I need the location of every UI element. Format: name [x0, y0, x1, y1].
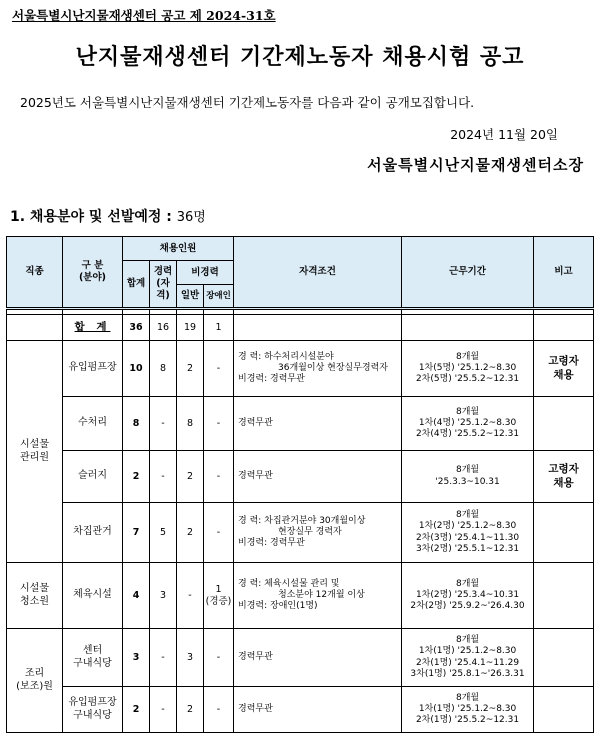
total-cell: 4: [123, 563, 150, 629]
period-line: 8개월: [455, 635, 480, 645]
header-hiring: 채용인원: [123, 237, 234, 261]
general-cell: 2: [177, 687, 204, 733]
qualification-line: 비경력: 경력무관: [238, 538, 305, 549]
remarks-cell: 고령자 채용: [534, 341, 594, 397]
section-label: 1. 채용분야 및 선발예정 :: [10, 209, 172, 225]
job-type-cell: 조리 (보조)원: [7, 629, 63, 733]
qualification-line: 경력무관: [238, 651, 273, 662]
experienced-cell: -: [150, 629, 177, 687]
period-line: 2차(1명) '25.4.1~11.29: [415, 657, 520, 668]
table-row: [7, 687, 594, 733]
job-type-cell: 시설물 관리원: [7, 341, 63, 563]
period-cell: [402, 397, 534, 451]
general-cell: -: [177, 563, 204, 629]
total-qualification: [234, 315, 402, 341]
page-title: 난지물재생센터 기간제노동자 채용시험 공고: [75, 45, 525, 70]
total-count: 36: [123, 315, 150, 341]
header-total: 합계: [123, 261, 150, 309]
division-cell: 센터 구내식당: [63, 629, 123, 687]
header-remarks: 비고: [534, 237, 594, 309]
period-line: 1차(5명) '25.1.2~8.30: [418, 362, 517, 373]
table-row: [7, 563, 594, 629]
general-cell: 8: [177, 397, 204, 451]
remarks-cell: 고령자 채용: [534, 451, 594, 503]
qualification-line: 경력무관: [238, 470, 273, 481]
period-line: 1차(4명) '25.1.2~8.30: [418, 417, 517, 428]
general-cell: 2: [177, 451, 204, 503]
total-label: 합 계: [63, 315, 123, 341]
period-line: 8개월: [455, 406, 480, 417]
qualification-line: 비경력: 장애인(1명): [238, 601, 318, 612]
period-line: 1차(1명) '25.1.2~8.30: [418, 703, 517, 714]
division-cell: 유입펌프장 구내식당: [63, 687, 123, 733]
disabled-cell: -: [204, 341, 234, 397]
qualification-line: 36개월이상 현장실무경력자: [278, 362, 388, 373]
recruitment-table: [6, 236, 594, 733]
qualification-line: 경 력: 차집관거분야 30개월이상: [238, 515, 366, 526]
division-cell: 슬러지: [63, 451, 123, 503]
period-cell: [402, 687, 534, 733]
header-experienced: 경력 (자격): [150, 261, 177, 309]
experienced-cell: -: [150, 451, 177, 503]
total-experienced: 16: [150, 315, 177, 341]
experienced-cell: 5: [150, 503, 177, 563]
header-general: 일반: [177, 285, 204, 309]
table-row: [7, 503, 594, 563]
period-line: 3차(2명) '25.5.1~12.31: [415, 543, 520, 554]
division-cell: 차집관거: [63, 503, 123, 563]
header-period: 근무기간: [402, 237, 534, 309]
notice-date: 2024년 11월 20일: [450, 127, 558, 142]
total-general: 19: [177, 315, 204, 341]
period-line: 1차(2명) '25.3.4~10.31: [415, 589, 520, 600]
disabled-cell: 1 (경증): [204, 563, 234, 629]
total-cell: 7: [123, 503, 150, 563]
period-line: 1차(2명) '25.1.2~8.30: [418, 521, 517, 532]
period-line: 8개월: [455, 578, 480, 589]
header-non-experienced: 비경력: [177, 261, 234, 285]
qualification-cell: [234, 341, 402, 397]
disabled-cell: -: [204, 687, 234, 733]
remarks-cell: [534, 687, 594, 733]
qualification-cell: [234, 629, 402, 687]
qualification-cell: [234, 397, 402, 451]
total-cell: 10: [123, 341, 150, 397]
qualification-line: 경력무관: [238, 703, 273, 714]
table-row: [7, 451, 594, 503]
remarks-cell: [534, 629, 594, 687]
header-qualification: 자격조건: [234, 237, 402, 309]
total-disabled: 1: [204, 315, 234, 341]
qualification-cell: [234, 563, 402, 629]
qualification-cell: [234, 451, 402, 503]
qualification-line: 경 력: 하수처리시설분야: [238, 351, 334, 362]
notice-number: 서울특별시난지물재생센터 공고 제 2024-31호: [12, 8, 276, 23]
total-job-type: [7, 315, 63, 341]
table-row: [7, 629, 594, 687]
qualification-line: 청소분야 12개월 이상: [278, 589, 365, 600]
disabled-cell: -: [204, 503, 234, 563]
qualification-cell: [234, 687, 402, 733]
remarks-cell: [534, 503, 594, 563]
disabled-cell: -: [204, 629, 234, 687]
disabled-cell: -: [204, 451, 234, 503]
period-line: 2차(4명) '25.5.2~12.31: [415, 429, 520, 440]
period-line: 3차(1명) '25.8.1~'26.3.31: [410, 668, 525, 679]
section-count: 36명: [176, 210, 206, 225]
qualification-cell: [234, 503, 402, 563]
general-cell: 2: [177, 341, 204, 397]
header-job-type: 직종: [7, 237, 63, 309]
table-row: [7, 397, 594, 451]
total-cell: 2: [123, 451, 150, 503]
period-line: 2차(3명) '25.4.1~11.30: [415, 532, 520, 543]
total-row: [7, 315, 594, 341]
intro-text: 2025년도 서울특별시난지물재생센터 기간제노동자를 다음과 같이 공개모집합니다.: [20, 95, 475, 110]
period-line: 8개월: [455, 351, 480, 362]
period-line: 2차(2명) '25.9.2~'26.4.30: [410, 601, 525, 612]
job-type-cell: 시설물 청소원: [7, 563, 63, 629]
period-line: '25.3.3~10.31: [435, 476, 500, 487]
division-cell: 유입펌프장: [63, 341, 123, 397]
experienced-cell: -: [150, 397, 177, 451]
qualification-line: 현장실무 경력자: [278, 526, 342, 537]
remarks-cell: [534, 563, 594, 629]
total-cell: 3: [123, 629, 150, 687]
division-cell: 수처리: [63, 397, 123, 451]
division-cell: 체육시설: [63, 563, 123, 629]
period-cell: [402, 563, 534, 629]
period-line: 1차(1명) '25.1.2~8.30: [418, 646, 517, 657]
qualification-line: 비경력: 경력무관: [238, 374, 305, 385]
remarks-cell: [534, 397, 594, 451]
total-period: [402, 315, 534, 341]
general-cell: 2: [177, 503, 204, 563]
qualification-line: 경 력: 체육시설물 관리 및: [238, 578, 340, 589]
total-cell: 8: [123, 397, 150, 451]
experienced-cell: -: [150, 687, 177, 733]
period-cell: [402, 451, 534, 503]
period-line: 2차(5명) '25.5.2~12.31: [415, 374, 520, 385]
header-division: 구 분 (분야): [63, 237, 123, 309]
disabled-cell: -: [204, 397, 234, 451]
total-remarks: [534, 315, 594, 341]
experienced-cell: 8: [150, 341, 177, 397]
general-cell: 3: [177, 629, 204, 687]
period-cell: [402, 629, 534, 687]
signer: 서울특별시난지물재생센터소장: [367, 156, 584, 174]
period-cell: [402, 341, 534, 397]
section-heading: [10, 206, 206, 226]
period-cell: [402, 503, 534, 563]
total-cell: 2: [123, 687, 150, 733]
period-line: 2차(1명) '25.5.2~12.31: [415, 715, 520, 726]
header-disabled: 장애인: [204, 285, 234, 309]
period-line: 8개월: [455, 510, 480, 520]
period-line: 8개월: [455, 692, 480, 703]
table-row: [7, 341, 594, 397]
qualification-line: 경력무관: [238, 417, 273, 428]
experienced-cell: 3: [150, 563, 177, 629]
period-line: 8개월: [455, 465, 480, 476]
